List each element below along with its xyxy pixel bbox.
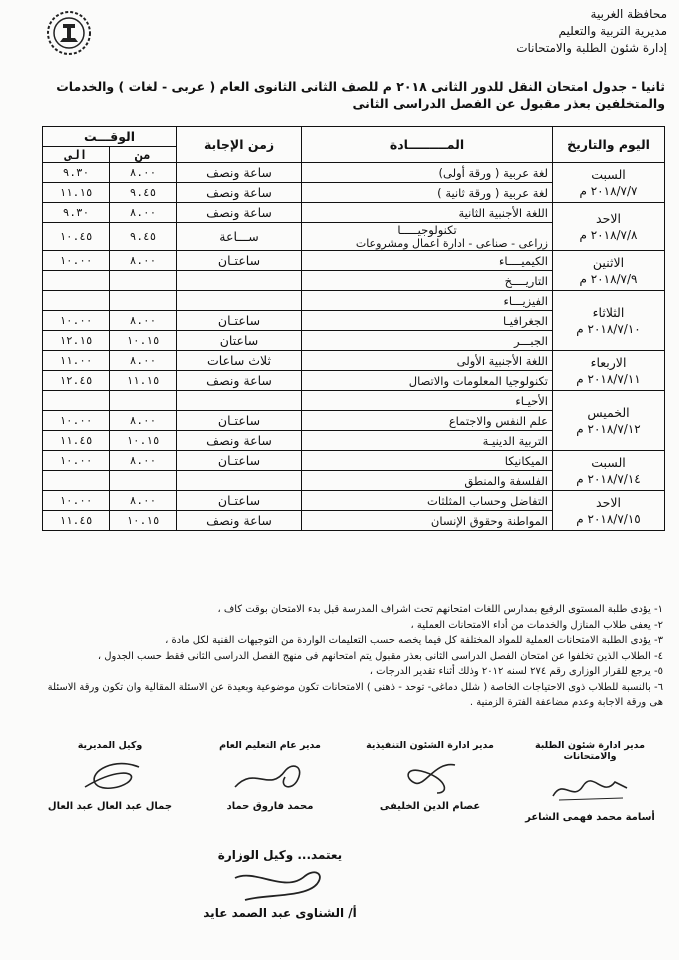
end-time-cell [43, 291, 110, 311]
ministry-approval [170, 848, 390, 920]
subject-name: التفاضل وحساب المثلثات [427, 493, 548, 508]
subject-cell [302, 271, 553, 291]
approval-role: يعتمد... وكيل الوزارة [217, 848, 343, 862]
table-row [43, 491, 665, 511]
header-subject: المـــــــــادة [302, 127, 553, 163]
start-time-cell: ١١.١٥ [110, 371, 177, 391]
start-time-cell: ٩.٤٥ [110, 183, 177, 203]
duration-cell: ساعتـان [177, 411, 302, 431]
subject-name: المواطنة وحقوق الإنسان [430, 513, 548, 528]
table-header-row [43, 127, 665, 147]
end-time-cell: ٩.٣٠ [43, 203, 110, 223]
subject-name: الكيميــــاء [498, 253, 548, 268]
notes-list [13, 602, 663, 711]
subject-name: تكنولوجيا المعلومات والاتصال [408, 373, 548, 388]
subject-name: الجغرافيـا [502, 313, 548, 328]
subject-cell [302, 511, 553, 531]
subject-cell [302, 391, 553, 411]
table-row [43, 203, 665, 223]
duration-cell: ساعتـان [177, 251, 302, 271]
day-date: ٢٠١٨/٧/١٥ م [576, 511, 641, 526]
subject-name: اللغة الأجنبية الثانية [458, 205, 548, 220]
duration-cell: ساعتـان [177, 451, 302, 471]
day-name: الثلاثاء [592, 304, 625, 320]
handwritten-signature [65, 757, 155, 797]
title-line-2: والمتخلفين بعذر مقبول عن الفصل الدراسى الثانى [352, 96, 665, 111]
day-name: السبت [591, 454, 626, 470]
exam-schedule-table [42, 126, 665, 531]
approval-name: أ/ الشناوى عبد الصمد عايد [203, 906, 357, 920]
duration-cell: ساعة ونصف [177, 203, 302, 223]
day-name: السبت [591, 166, 626, 182]
header-duration: زمن الإجابة [177, 127, 302, 163]
handwritten-signature [225, 864, 335, 904]
subject-cell [302, 331, 553, 351]
subject-cell [302, 291, 553, 311]
signature-role: وكيل المديرية [77, 740, 143, 751]
signatures-row [30, 740, 660, 830]
day-date-cell [553, 491, 665, 531]
duration-cell: ساعة ونصف [177, 183, 302, 203]
handwritten-signature [385, 757, 475, 797]
subject-cell [302, 371, 553, 391]
table-row [43, 291, 665, 311]
end-time-cell: ١٠.٠٠ [43, 311, 110, 331]
signature-role: مدير عام التعليم العام [219, 740, 321, 751]
end-time-cell: ١٢.١٥ [43, 331, 110, 351]
day-date-cell [553, 391, 665, 451]
day-name: الاحد [596, 210, 621, 226]
duration-cell [177, 391, 302, 411]
start-time-cell: ٨.٠٠ [110, 491, 177, 511]
subject-name: الأحيـاء [515, 393, 548, 408]
duration-cell: ساعتـان [177, 491, 302, 511]
day-name: الاحد [596, 494, 621, 510]
end-time-cell: ١١.١٥ [43, 183, 110, 203]
subject-name: الفلسفة والمنطق [464, 473, 548, 488]
end-time-cell: ١١.٠٠ [43, 351, 110, 371]
header-from: من [110, 147, 177, 163]
day-date-cell [553, 451, 665, 491]
subject-cell [302, 451, 553, 471]
start-time-cell: ١٠.١٥ [110, 511, 177, 531]
signature-role: مدير ادارة الشئون التنفيذية [366, 740, 494, 751]
start-time-cell: ٨.٠٠ [110, 251, 177, 271]
signature-name: عصام الدين الخليفى [379, 801, 481, 812]
note-item: ٢- يعفى طلاب المنازل والخدمات من أداء الامتحانات العملية ، [410, 619, 663, 631]
department-name: إدارة شئون الطلبة والامتحانات [516, 41, 667, 55]
subject-cell [302, 351, 553, 371]
directorate-name: مديرية التربية والتعليم [558, 24, 667, 38]
header-day-date: اليوم والتاريخ [553, 127, 665, 163]
duration-cell: ساعة ونصف [177, 431, 302, 451]
note-item: هى ورقة الاجابة وعدم مضاعفة الفترة الزمنية . [469, 697, 663, 708]
start-time-cell: ٨.٠٠ [110, 451, 177, 471]
note-item: ١- يؤدى طلبة المستوى الرفيع بمدارس اللغات امتحانهم تحت اشراف المدرسة قبل بدء الامتحان بوقت كاف ، [217, 604, 663, 615]
signature-block [520, 740, 660, 823]
end-time-cell [43, 391, 110, 411]
schedule-title [15, 78, 665, 112]
duration-cell [177, 271, 302, 291]
duration-cell [177, 291, 302, 311]
day-name: الاربعاء [590, 354, 627, 370]
signature-name: أسامة محمد فهمى الشاعر [525, 812, 655, 823]
duration-cell: ساعتـان [177, 311, 302, 331]
note-item: ٦- بالنسبة للطلاب ذوى الاحتياجات الخاصة ( شلل دماغى- توحد - ذهنى ) الامتحانات تكون موضوعية وبعيدة عن الاسئلة المقالية وان تكون ورقة الاسئلة [47, 681, 663, 693]
day-date: ٢٠١٨/٧/١٤ م [576, 471, 641, 486]
signature-block [360, 740, 500, 812]
table-row [43, 391, 665, 411]
end-time-cell: ١٠.٠٠ [43, 251, 110, 271]
table-row [43, 163, 665, 183]
handwritten-signature [225, 757, 315, 797]
end-time-cell: ٩.٣٠ [43, 163, 110, 183]
subject-name: لغة عربية ( ورقة ثانية ) [437, 185, 548, 200]
start-time-cell [110, 291, 177, 311]
day-date: ٢٠١٨/٧/٨ م [579, 227, 638, 242]
duration-cell [177, 471, 302, 491]
signature-role: مدير ادارة شئون الطلبة والامتحانات [534, 740, 646, 762]
subject-cell [302, 183, 553, 203]
directorate-header [516, 6, 667, 57]
subject-name: الجبـــر [513, 333, 548, 348]
start-time-cell: ٨.٠٠ [110, 411, 177, 431]
subject-cell [302, 431, 553, 451]
start-time-cell: ٨.٠٠ [110, 311, 177, 331]
day-date-cell [553, 163, 665, 203]
subject-name: الميكانيكا [504, 453, 548, 468]
duration-cell: ثلاث ساعات [177, 351, 302, 371]
header-to: الى [43, 147, 110, 163]
duration-cell: ساعة ونصف [177, 511, 302, 531]
subject-name: التربية الدينيـة [482, 433, 548, 448]
header-time: الوقـــت [43, 127, 177, 147]
subject-name: الفيزيـــاء [503, 293, 548, 308]
subject-cell [302, 223, 553, 251]
end-time-cell [43, 471, 110, 491]
day-date-cell [553, 251, 665, 291]
subject-cell [302, 411, 553, 431]
note-item: ٣- يؤدى الطلبة الامتحانات العملية للمواد المختلفة كل فيما يخصه حسب التعليمات الواردة من التوجيهات الفنية لكل مادة ، [165, 635, 663, 646]
start-time-cell: ٨.٠٠ [110, 351, 177, 371]
end-time-cell: ١٠.٠٠ [43, 411, 110, 431]
day-date-cell [553, 351, 665, 391]
end-time-cell: ١٠.٠٠ [43, 451, 110, 471]
handwritten-signature [545, 768, 635, 808]
subject-name: تكنولوجيـــــا [397, 223, 457, 237]
end-time-cell: ١٠.٠٠ [43, 491, 110, 511]
start-time-cell: ٩.٤٥ [110, 223, 177, 251]
governorate-name: محافظة الغربية [590, 7, 667, 21]
subject-name: لغة عربية ( ورقة أولى) [438, 165, 548, 180]
day-date: ٢٠١٨/٧/٧ م [579, 183, 638, 198]
start-time-cell: ١٠.١٥ [110, 431, 177, 451]
table-row [43, 351, 665, 371]
day-name: الخميس [587, 404, 630, 420]
end-time-cell: ١١.٤٥ [43, 431, 110, 451]
duration-cell: ساعة ونصف [177, 371, 302, 391]
start-time-cell: ٨.٠٠ [110, 163, 177, 183]
day-date: ٢٠١٨/٧/٩ م [579, 271, 638, 286]
note-item: ٥- يرجع للقرار الوزارى رقم ٢٧٤ لسنه ٢٠١٢ وذلك أثناء تقدير الدرجات ، [369, 666, 663, 677]
signature-block [40, 740, 180, 812]
table-row [43, 451, 665, 471]
day-date-cell [553, 291, 665, 351]
day-name: الاثنين [592, 254, 625, 270]
day-date-cell [553, 203, 665, 251]
start-time-cell [110, 471, 177, 491]
subject-cell [302, 203, 553, 223]
subject-name: التاريــــخ [504, 273, 548, 288]
day-date: ٢٠١٨/٧/١٢ م [576, 421, 641, 436]
subject-cell [302, 471, 553, 491]
start-time-cell: ١٠.١٥ [110, 331, 177, 351]
subject-cell [302, 491, 553, 511]
subject-cell [302, 311, 553, 331]
duration-cell: ساعة ونصف [177, 163, 302, 183]
signature-name: محمد فاروق حماد [226, 801, 314, 812]
end-time-cell: ١٠.٤٥ [43, 223, 110, 251]
schedule-body [43, 163, 665, 531]
end-time-cell: ١٢.٤٥ [43, 371, 110, 391]
title-line-1: ثانيا - جدول امتحان النقل للدور الثانى ٢٠١٨ م للصف الثانى الثانوى العام ( عربى - لغات ) والخدمات [56, 79, 665, 94]
duration-cell: ساعتان [177, 331, 302, 351]
subject-name: اللغة الأجنبية الأولى [456, 353, 548, 368]
note-item: ٤- الطلاب الذين تخلفوا عن امتحان الفصل الدراسى الثانى بعذر مقبول يتم امتحانهم فى منهج الفصل الدراسى الثانى فقط حسب الجدول ، [97, 650, 663, 662]
start-time-cell: ٨.٠٠ [110, 203, 177, 223]
start-time-cell [110, 271, 177, 291]
start-time-cell [110, 391, 177, 411]
table-row [43, 251, 665, 271]
subject-cell [302, 251, 553, 271]
end-time-cell [43, 271, 110, 291]
day-date: ٢٠١٨/٧/١١ م [576, 371, 641, 386]
duration-cell: ســـاعة [177, 223, 302, 251]
subject-name: علم النفس والاجتماع [448, 413, 548, 428]
signature-name: جمال عبد العال عبد العال [47, 801, 173, 812]
signature-block [200, 740, 340, 812]
subject-cell [302, 163, 553, 183]
ministry-gear-seal-icon [44, 8, 94, 58]
day-date: ٢٠١٨/٧/١٠ م [576, 321, 641, 336]
subject-detail: زراعى - صناعى - ادارة اعمال ومشروعات [355, 237, 548, 250]
end-time-cell: ١١.٤٥ [43, 511, 110, 531]
